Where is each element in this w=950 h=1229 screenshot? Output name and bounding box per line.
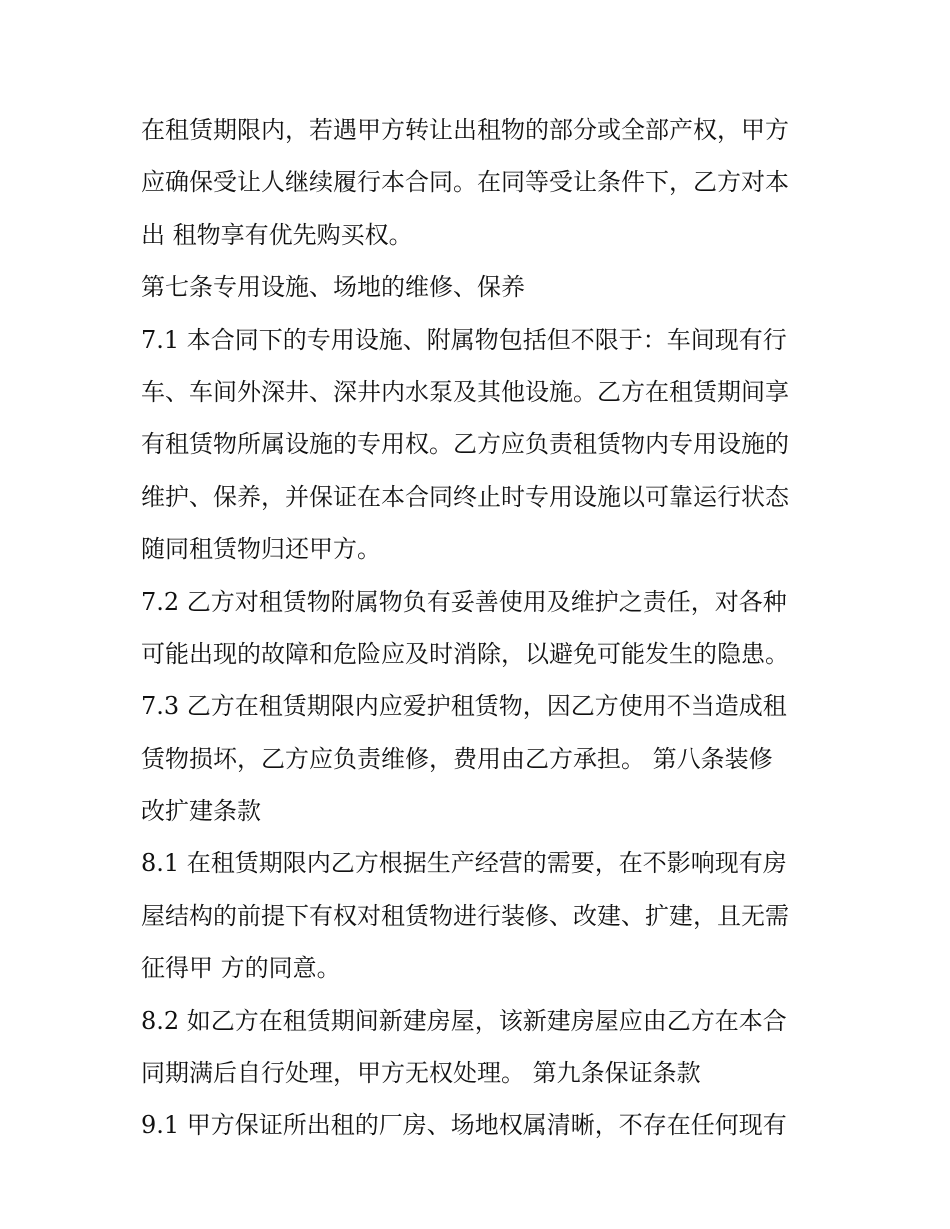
- text-line: 7.1 本合同下的专用设施、附属物包括但不限于：车间现有行: [141, 325, 787, 354]
- section-heading: 第七条专用设施、场地的维修、保养: [141, 273, 525, 302]
- contract-text: [141, 104, 821, 1152]
- text-line: 征得甲 方的同意。: [141, 954, 341, 983]
- text-line: 7.3 乙方在租赁期限内应爱护租赁物，因乙方使用不当造成租: [141, 692, 787, 721]
- text-line: 出 租物享有优先购买权。: [141, 220, 413, 249]
- text-line: 在租赁期限内，若遇甲方转让出租物的部分或全部产权，甲方: [141, 116, 789, 144]
- text-line: 赁物损坏，乙方应负责维修，费用由乙方承担。 第八条装修: [141, 744, 773, 773]
- text-line: 7.2 乙方对租赁物附属物负有妥善使用及维护之责任，对各种: [141, 587, 787, 616]
- text-line: 8.1 在租赁期限内乙方根据生产经营的需要，在不影响现有房: [141, 849, 787, 878]
- text-line: 随同租赁物归还甲方。: [141, 535, 381, 564]
- text-line: 9.1 甲方保证所出租的厂房、场地权属清晰，不存在任何现有: [141, 1111, 787, 1140]
- text-line: 8.2 如乙方在租赁期间新建房屋，该新建房屋应由乙方在本合: [141, 1006, 787, 1035]
- text-line: 应确保受让人继续履行本合同。在同等受让条件下，乙方对本: [141, 168, 789, 197]
- text-line: 同期满后自行处理，甲方无权处理。 第九条保证条款: [141, 1059, 701, 1088]
- text-line: 车、车间外深井、深井内水泵及其他设施。乙方在租赁期间享: [141, 377, 789, 406]
- text-line: 可能出现的故障和危险应及时消除，以避免可能发生的隐患。: [141, 639, 789, 668]
- text-line: 屋结构的前提下有权对租赁物进行装修、改建、扩建，且无需: [141, 901, 789, 930]
- text-line: 改扩建条款: [141, 797, 261, 826]
- text-line: 维护、保养，并保证在本合同终止时专用设施以可靠运行状态: [141, 482, 789, 511]
- text-line: 有租赁物所属设施的专用权。乙方应负责租赁物内专用设施的: [141, 430, 789, 459]
